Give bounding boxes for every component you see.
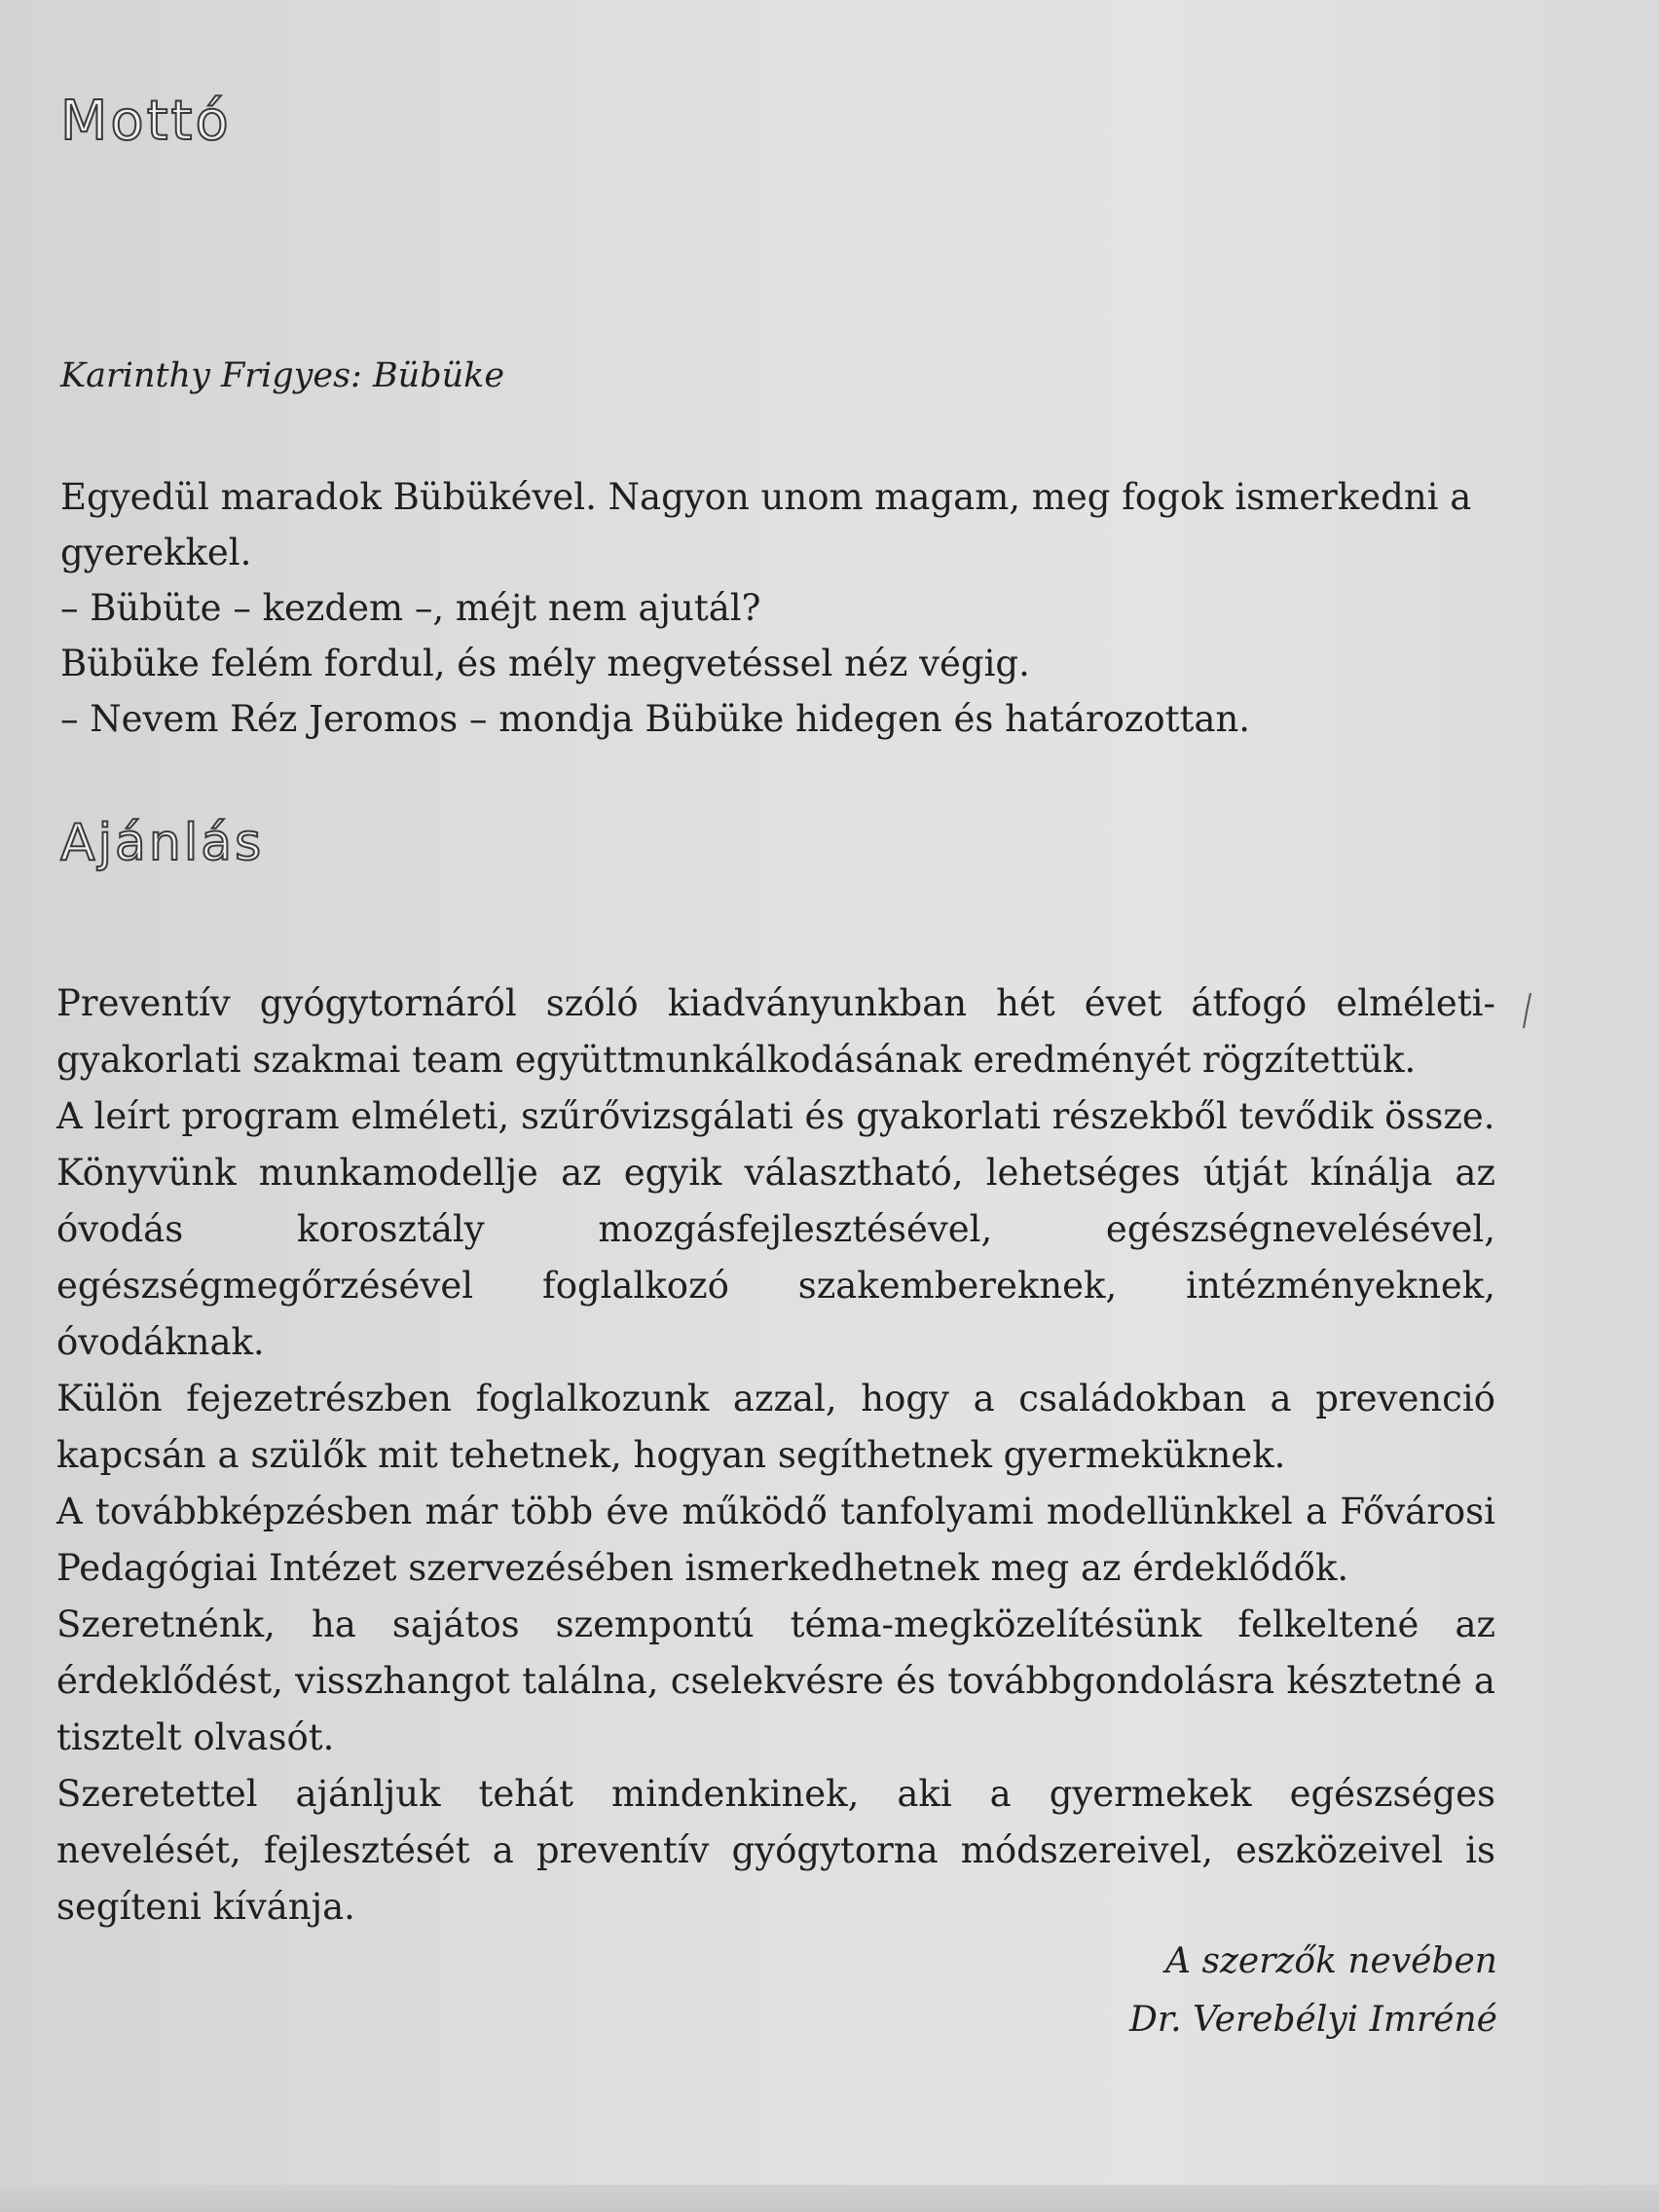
signature-name: Dr. Verebélyi Imréné <box>1128 2000 1497 2040</box>
ajanlas-paragraph: Preventív gyógytornáról szóló kiadványunkban hét évet átfogó elméleti-gyakorlati szakmai team együttmunkálkodásának eredményét rögzítettük. <box>56 982 1495 1081</box>
bleed-through-text <box>58 58 1519 397</box>
motto-quote <box>60 469 1501 747</box>
signature-block <box>1129 1933 1497 2049</box>
motto-line: – Bübüte – kezdem –, méjt nem ajutál? <box>60 587 761 629</box>
ajanlas-heading: Ajánlás <box>60 814 265 872</box>
ajanlas-body <box>56 976 1495 1936</box>
ajanlas-paragraph: A továbbképzésben már több éve működő tanfolyami modellünkkel a Fővárosi Pedagógiai Intézet szervezésében ismerkedhetnek meg az érdeklődők. <box>56 1491 1495 1589</box>
signature-line: A szerzők nevében <box>1165 1941 1497 1981</box>
pen-mark-icon <box>1521 991 1534 1030</box>
motto-heading: Mottó <box>60 90 232 153</box>
ajanlas-paragraph: Külön fejezetrészben foglalkozunk azzal, hogy a családokban a prevenció kapcsán a szülők mit tehetnek, hogyan segíthetnek gyermeküknek. <box>56 1378 1495 1476</box>
ajanlas-paragraph: Szeretnénk, ha sajátos szempontú téma-megközelítésünk felkeltené az érdeklődést, visszhangot találna, cselekvésre és továbbgondolásra késztetné a tisztelt olvasót. <box>56 1604 1495 1758</box>
ajanlas-paragraph: Szeretettel ajánljuk tehát mindenkinek, aki a gyermekek egészséges nevelését, fejlesztését a preventív gyógytorna módszereivel, eszközeivel is segíteni kívánja. <box>56 1773 1495 1928</box>
motto-author: Karinthy Frigyes: Bübüke <box>60 356 505 395</box>
ajanlas-paragraph: Könyvünk munkamodellje az egyik választható, lehetséges útját kínálja az óvodás korosztály mozgásfejlesztésével, egészségnevelésével, egészségmegőrzésével foglalkozó szakembereknek, intézményeknek, óvodáknak. <box>56 1152 1495 1363</box>
motto-line: Bübüke felém fordul, és mély megvetéssel néz végig. <box>60 643 1030 684</box>
motto-line: Egyedül maradok Bübükével. Nagyon unom magam, meg fogok ismerkedni a gyerekkel. <box>60 476 1472 573</box>
page-bottom-edge <box>0 2185 1659 2212</box>
motto-line: – Nevem Réz Jeromos – mondja Bübüke hidegen és határozottan. <box>60 698 1251 740</box>
ajanlas-paragraph: A leírt program elméleti, szűrővizsgálati és gyakorlati részekből tevődik össze. <box>56 1095 1495 1137</box>
